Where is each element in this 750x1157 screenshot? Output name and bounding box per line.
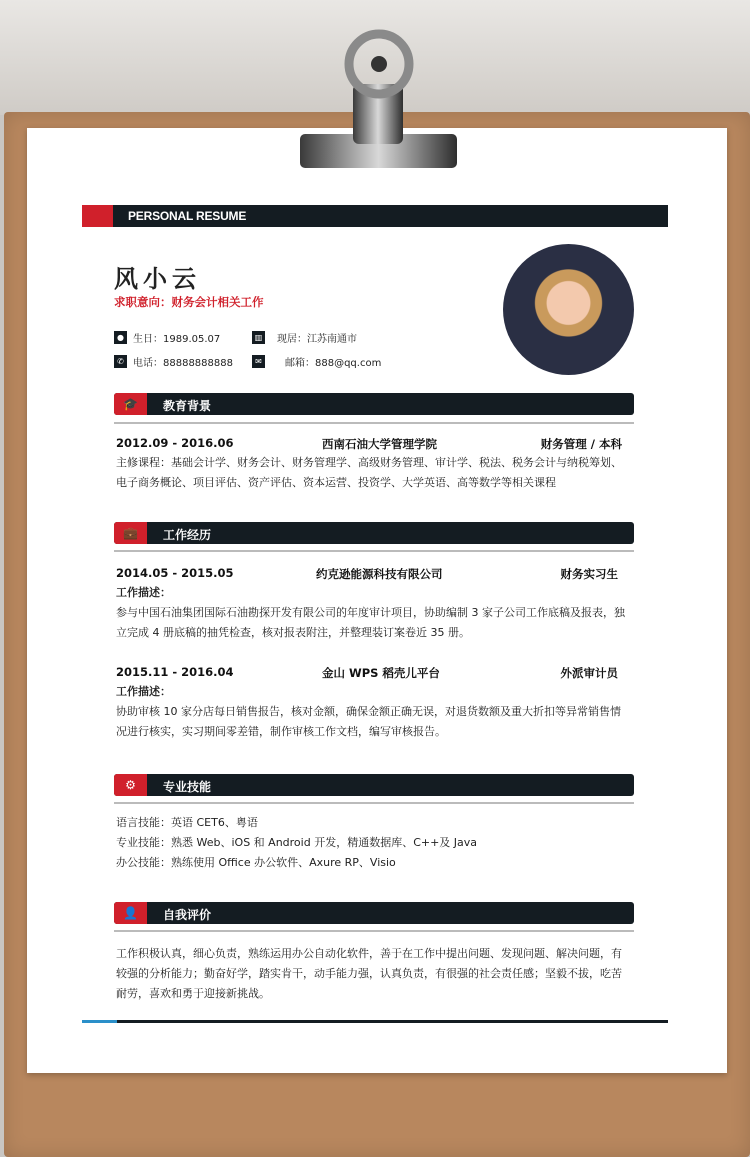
divider [114, 802, 634, 804]
birthday-info [114, 330, 220, 345]
job-period: 2014.05 - 2015.05 [116, 566, 234, 580]
section-title: 专业技能 [163, 780, 212, 794]
candidate-name: 风小云 [114, 265, 201, 293]
edu-courses: 主修课程：基础会计学、财务会计、财务管理学、高级财务管理、审计学、税法、税务会计与纳税筹划、电子商务概论、项目评估、资产评估、资本运营、投资学、大学英语、高等数学等相关课程 [116, 456, 622, 489]
self-evaluation-text: 工作积极认真，细心负责，熟练运用办公自动化软件，善于在工作中提出问题、发现问题、解决问题，有较强的分析能力；勤奋好学，踏实肯干，动手能力强，认真负责，有很强的社会责任感；坚毅不拔，吃苦耐劳，喜欢和勇于迎接新挑战。 [116, 947, 622, 1000]
mail-icon: ✉ [252, 355, 265, 368]
job-desc: 协助审核 10 家分店每日销售报告，核对金额，确保金额正确无误，对退货数额及重大折扣等异常销售情况进行核实，实习期间零差错，制作审核工作文档，编写审核报告。 [116, 705, 621, 738]
skill-item: 办公技能：熟练使用 Office 办公软件、Axure RP、Visio [116, 856, 396, 869]
section-title: 自我评价 [163, 908, 212, 922]
footer-bar [82, 1020, 668, 1023]
briefcase-icon: 💼 [114, 522, 147, 544]
job-company: 约克逊能源科技有限公司 [316, 567, 443, 581]
job-role: 财务实习生 [560, 567, 618, 581]
email-info [252, 354, 381, 369]
job-objective: 求职意向：财务会计相关工作 [114, 295, 264, 309]
skill-item: 语言技能：英语 CET6、粤语 [116, 816, 258, 829]
profile-photo [503, 244, 634, 375]
job-desc-label: 工作描述： [116, 586, 171, 599]
residence-info [252, 330, 357, 345]
section-work-header [114, 522, 634, 544]
divider [114, 550, 634, 552]
section-education-header [114, 393, 634, 415]
edu-period: 2012.09 - 2016.06 [116, 436, 234, 450]
phone-icon: ✆ [114, 355, 127, 368]
user-icon: 👤 [114, 902, 147, 924]
divider [114, 422, 634, 424]
binder-clip-icon [297, 24, 460, 169]
residence-text: 现居：江苏南通市 [277, 334, 357, 345]
gear-icon: ⚙ [114, 774, 147, 796]
birthday-text: 生日：1989.05.07 [133, 334, 221, 345]
divider [114, 930, 634, 932]
edu-school: 西南石油大学管理学院 [322, 437, 437, 451]
job-company: 金山 WPS 稻壳儿平台 [322, 666, 440, 680]
job-desc: 参与中国石油集团国际石油勘探开发有限公司的年度审计项目，协助编制 3 家子公司工作底稿及报表，独立完成 4 册底稿的抽凭检查，核对报表附注，并整理装订案卷近 35 册。 [116, 606, 625, 639]
person-icon: ● [114, 331, 127, 344]
resume-header-bar [82, 205, 668, 227]
section-self-header [114, 902, 634, 924]
phone-info [114, 354, 233, 369]
footer-accent [82, 1020, 117, 1023]
job-period: 2015.11 - 2016.04 [116, 665, 234, 679]
section-title: 教育背景 [163, 399, 212, 413]
section-skills-header [114, 774, 634, 796]
section-title: 工作经历 [163, 528, 212, 542]
building-icon: ▥ [252, 331, 265, 344]
edu-major: 财务管理 / 本科 [540, 437, 622, 451]
job-desc-label: 工作描述： [116, 685, 171, 698]
skill-item: 专业技能：熟悉 Web、iOS 和 Android 开发，精通数据库、C++及 Java [116, 836, 478, 849]
phone-text: 电话：88888888888 [133, 358, 233, 369]
job-role: 外派审计员 [560, 666, 618, 680]
graduation-cap-icon: 🎓 [114, 393, 147, 415]
header-accent [82, 205, 113, 227]
header-title: PERSONAL RESUME [128, 209, 247, 223]
email-text: 邮箱：888@qq.com [285, 358, 382, 369]
